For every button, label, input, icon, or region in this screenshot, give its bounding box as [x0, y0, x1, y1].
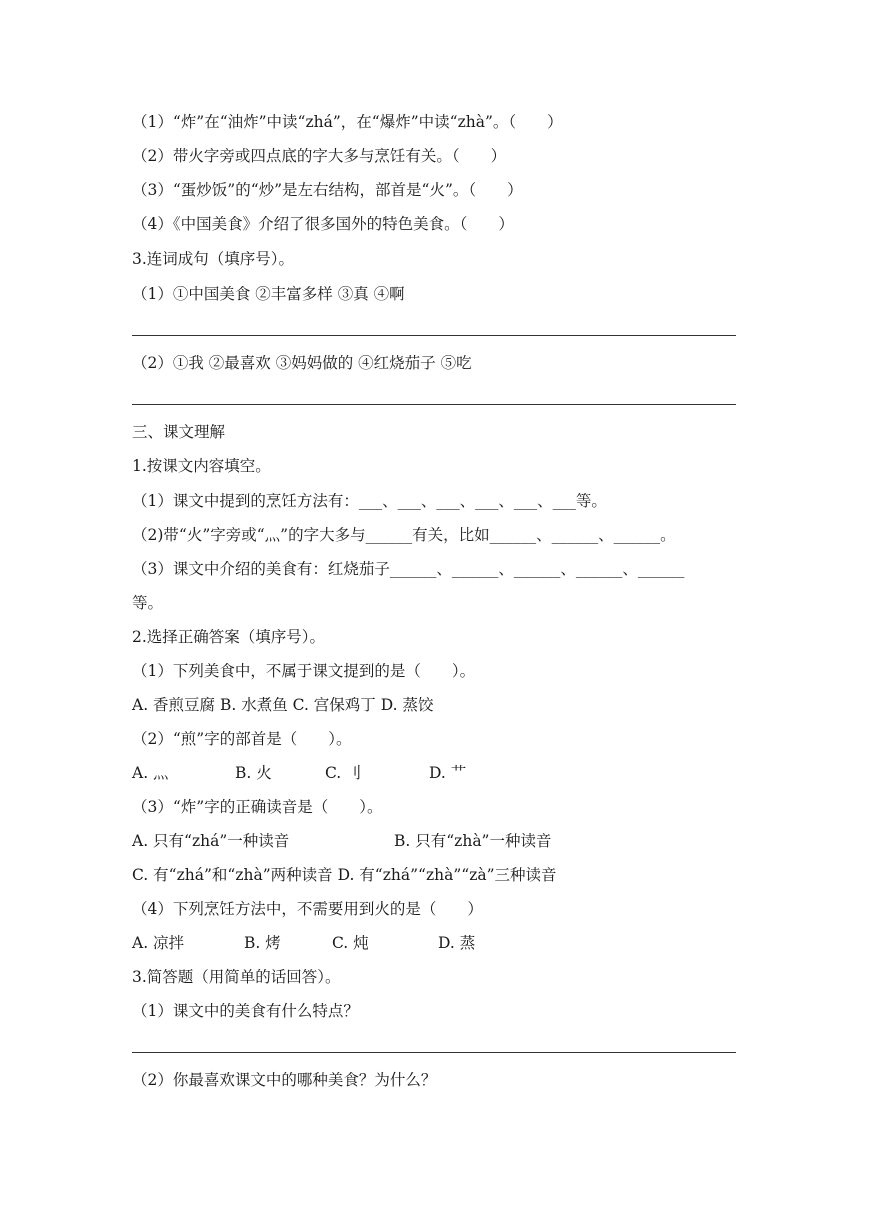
short-answer-question-2: （2）你最喜欢课文中的哪种美食？为什么？ [132, 1071, 437, 1089]
choice-question-4: （4）下列烹饪方法中，不需要用到火的是（ ） [132, 900, 483, 918]
judge-item-3: （3）“蛋炒饭”的“炒”是左右结构，部首是“火”。（ ） [132, 181, 523, 199]
section-title: 三、课文理解 [132, 423, 226, 441]
option-b: B. 烤 [244, 934, 281, 952]
judge-item-1: （1）“炸”在“油炸”中读“zhá”，在“爆炸”中读“zhà”。（ ） [132, 113, 563, 131]
option-a: A. 灬 [132, 764, 169, 782]
choice-question-1: （1）下列美食中，不属于课文提到的是（ ）。 [132, 662, 476, 680]
choice-options-2 [132, 762, 466, 784]
answer-line [132, 404, 736, 405]
option-a: A. 凉拌 [132, 934, 185, 952]
choice-options-1: A. 香煎豆腐 B. 水煮鱼 C. 宫保鸡丁 D. 蒸饺 [132, 696, 434, 714]
short-answer-question-1: （1）课文中的美食有什么特点？ [132, 1002, 359, 1020]
answer-line [132, 1052, 736, 1053]
option-b: B. 火 [235, 764, 272, 782]
option-b: B. 只有“zhà”一种读音 [394, 832, 552, 850]
fill-question-3-end: 等。 [132, 594, 164, 612]
order-question-1: （1）①中国美食 ②丰富多样 ③真 ④啊 [132, 285, 405, 303]
answer-line [132, 335, 736, 336]
choice-options-3-ab [132, 830, 551, 852]
judge-item-4: （4）《中国美食》介绍了很多国外的特色美食。（ ） [132, 215, 514, 233]
choice-options-4 [132, 932, 475, 954]
fill-heading: 1.按课文内容填空。 [132, 457, 271, 475]
option-c: C. 炖 [332, 934, 369, 952]
option-c: C. 刂 [325, 764, 362, 782]
choice-question-3: （3）“炸”字的正确读音是（ ）。 [132, 798, 383, 816]
order-question-2: （2）①我 ②最喜欢 ③妈妈做的 ④红烧茄子 ⑤吃 [132, 354, 472, 372]
fill-question-2: （2)带“火”字旁或“灬”的字大多与______有关，比如______、______、______。 [132, 526, 676, 544]
fill-question-1: （1）课文中提到的烹饪方法有：___、___、___、___、___、___等。 [132, 492, 607, 510]
choice-heading: 2.选择正确答案（填序号）。 [132, 628, 326, 646]
fill-question-3: （3）课文中介绍的美食有：红烧茄子______、______、______、______、______ [132, 560, 685, 578]
order-heading: 3.连词成句（填序号）。 [132, 250, 295, 268]
choice-options-3-cd: C. 有“zhá”和“zhà”两种读音 D. 有“zhá”“zhà”“zà”三种读音 [132, 866, 557, 884]
option-d: D. 艹 [429, 764, 467, 782]
option-d: D. 蒸 [438, 934, 476, 952]
short-answer-heading: 3.简答题（用简单的话回答）。 [132, 968, 341, 986]
judge-item-2: （2）带火字旁或四点底的字大多与烹饪有关。（ ） [132, 147, 507, 165]
option-a: A. 只有“zhá”一种读音 [132, 832, 290, 850]
choice-question-2: （2）“煎”字的部首是（ ）。 [132, 730, 352, 748]
